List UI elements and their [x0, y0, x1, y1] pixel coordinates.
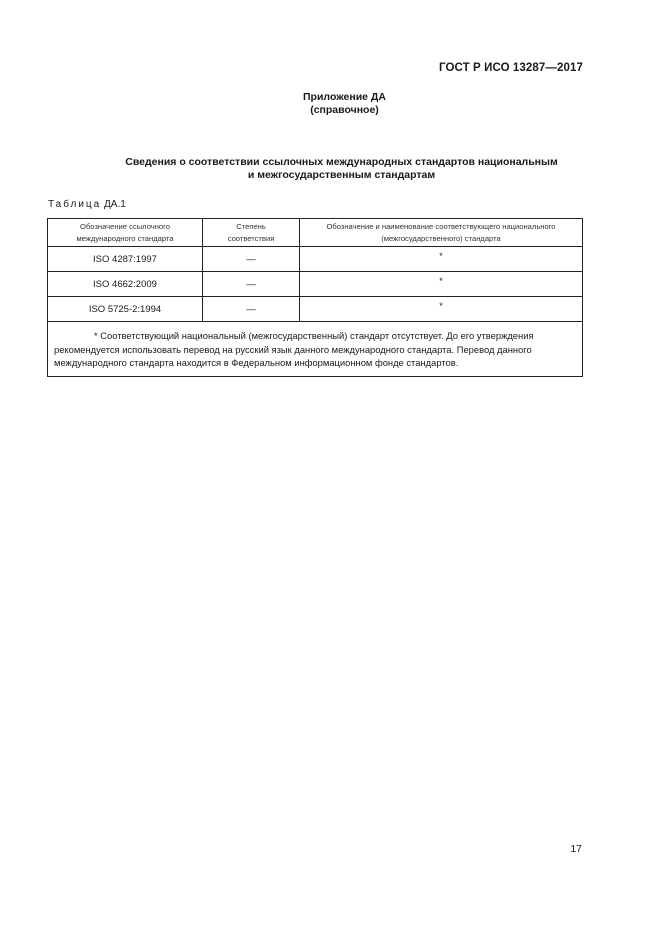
table-caption: [48, 199, 126, 210]
standards-table: [47, 218, 583, 377]
header-reference-standard: [48, 219, 203, 247]
table-header-row: [48, 219, 583, 247]
header-text: (межгосударственного) стандарта: [381, 233, 501, 243]
header-text: международного стандарта: [76, 233, 174, 243]
cell-degree: —: [203, 272, 300, 297]
table-row: [48, 247, 583, 272]
header-text: Степень: [236, 221, 266, 231]
cell-standard: ISO 4287:1997: [48, 247, 203, 272]
cell-standard: ISO 5725-2:1994: [48, 297, 203, 322]
table-row: [48, 297, 583, 322]
cell-national: *: [300, 247, 583, 272]
cell-degree: —: [203, 297, 300, 322]
header-text: соответствия: [227, 233, 275, 243]
table-caption-id: ДА.1: [104, 199, 126, 210]
table-footnote-row: [48, 322, 583, 377]
page-number: 17: [570, 843, 582, 855]
section-heading: [0, 156, 661, 182]
appendix-title-block: [0, 91, 661, 117]
header-national-standard: [300, 219, 583, 247]
cell-national: *: [300, 272, 583, 297]
header-text: Обозначение и наименование соответствующего национального: [326, 221, 556, 231]
appendix-subtitle: (справочное): [310, 104, 379, 116]
footnote-text: * Соответствующий национальный (межгосударственный) стандарт отсутствует. До его утверждения рекомендуется использовать перевод на русский язык данного международного стандарта. Перевод данного международного стандарта находится в Федеральном информационном фонде стандартов.: [54, 330, 534, 368]
section-heading-line-2: и межгосударственным стандартам: [247, 169, 436, 181]
cell-national: *: [300, 297, 583, 322]
document-code: ГОСТ Р ИСО 13287—2017: [438, 62, 583, 74]
appendix-title: Приложение ДА: [303, 91, 386, 103]
table-footnote: [48, 322, 583, 377]
section-heading-line-1: Сведения о соответствии ссылочных международных стандартов национальным: [125, 156, 558, 168]
table-caption-prefix: Таблица: [48, 199, 102, 210]
header-degree-of-correspondence: [203, 219, 300, 247]
table-row: [48, 272, 583, 297]
cell-standard: ISO 4662:2009: [48, 272, 203, 297]
header-text: Обозначение ссылочного: [80, 221, 170, 231]
cell-degree: —: [203, 247, 300, 272]
